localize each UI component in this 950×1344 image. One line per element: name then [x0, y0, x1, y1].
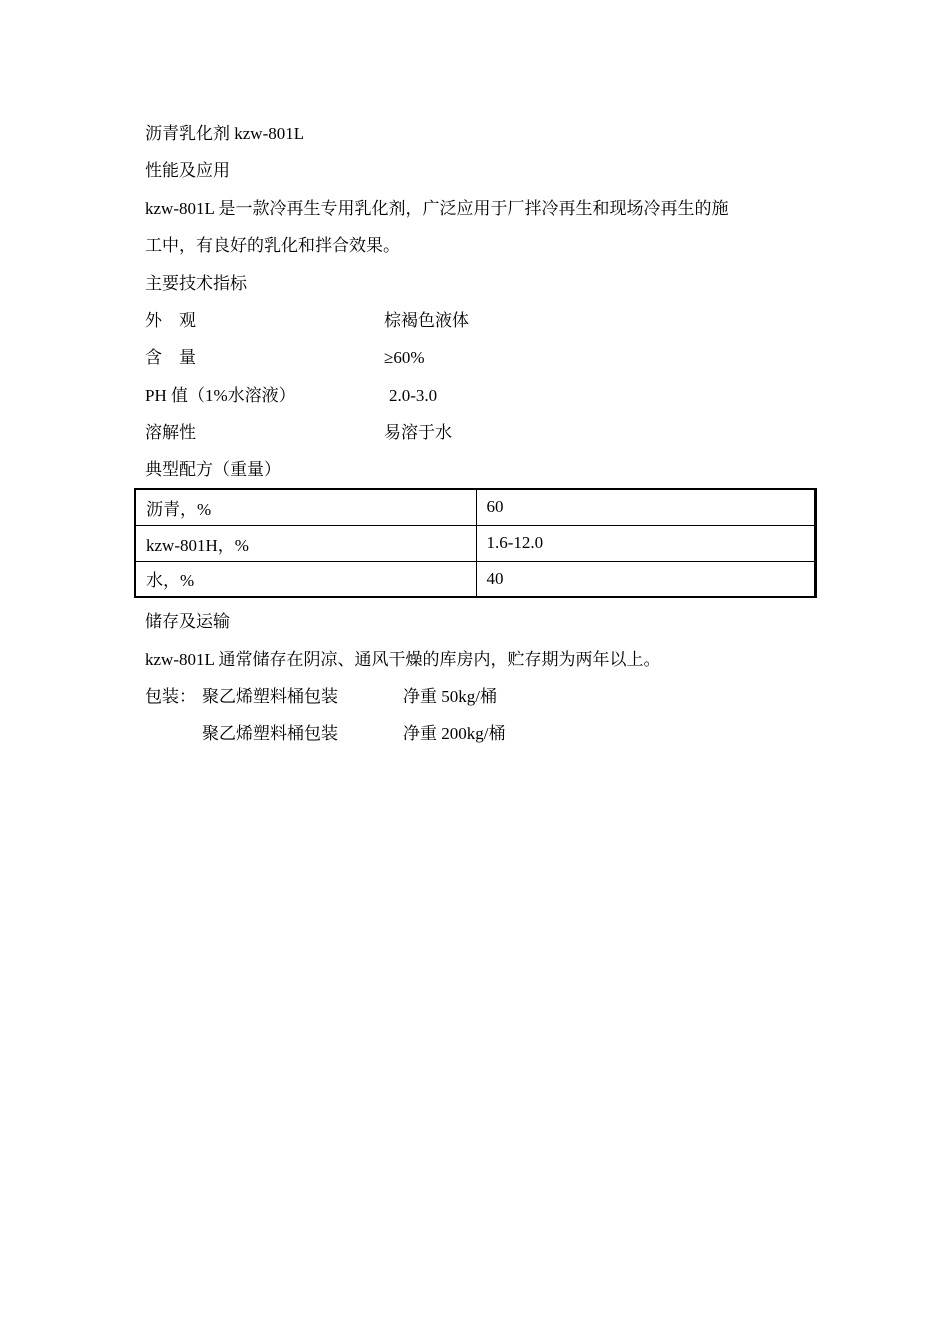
document-title: 沥青乳化剂 kzw-801L [145, 124, 305, 143]
section-storage-heading: 储存及运输 [145, 612, 230, 631]
formula-value-cell: 1.6-12.0 [476, 525, 816, 561]
table-row [135, 561, 816, 597]
packaging-weight-2: 净重 200kg/桶 [403, 724, 506, 743]
formula-value-cell: 40 [476, 561, 816, 597]
section-specs-heading: 主要技术指标 [145, 274, 247, 293]
spec-value-solubility: 易溶于水 [384, 423, 452, 442]
spec-value-appearance: 棕褐色液体 [384, 311, 469, 330]
storage-text: kzw-801L 通常储存在阴凉、通风干燥的库房内，贮存期为两年以上。 [145, 650, 661, 669]
section-formula-heading: 典型配方（重量） [145, 460, 281, 479]
packaging-type-2: 聚乙烯塑料桶包装 [202, 724, 338, 743]
spec-value-content: ≥60% [384, 348, 425, 367]
formula-table [134, 488, 817, 598]
packaging-weight-1: 净重 50kg/桶 [403, 687, 497, 706]
section-performance-heading: 性能及应用 [145, 161, 230, 180]
spec-label-appearance: 外 观 [145, 311, 196, 330]
formula-value-cell: 60 [476, 489, 816, 525]
formula-name-cell: kzw-801H，% [135, 525, 476, 561]
spec-label-ph: PH 值（1%水溶液） [145, 386, 296, 405]
table-row [135, 489, 816, 525]
formula-name-cell: 水，% [135, 561, 476, 597]
packaging-label: 包装： [145, 687, 196, 706]
spec-value-ph: 2.0-3.0 [389, 386, 438, 405]
table-row [135, 525, 816, 561]
spec-label-solubility: 溶解性 [145, 423, 196, 442]
packaging-type-1: 聚乙烯塑料桶包装 [202, 687, 338, 706]
formula-name-cell: 沥青，% [135, 489, 476, 525]
spec-label-content: 含 量 [145, 348, 196, 367]
description-line-2: 工中，有良好的乳化和拌合效果。 [145, 236, 400, 255]
description-line-1: kzw-801L 是一款冷再生专用乳化剂，广泛应用于厂拌冷再生和现场冷再生的施 [145, 199, 729, 218]
